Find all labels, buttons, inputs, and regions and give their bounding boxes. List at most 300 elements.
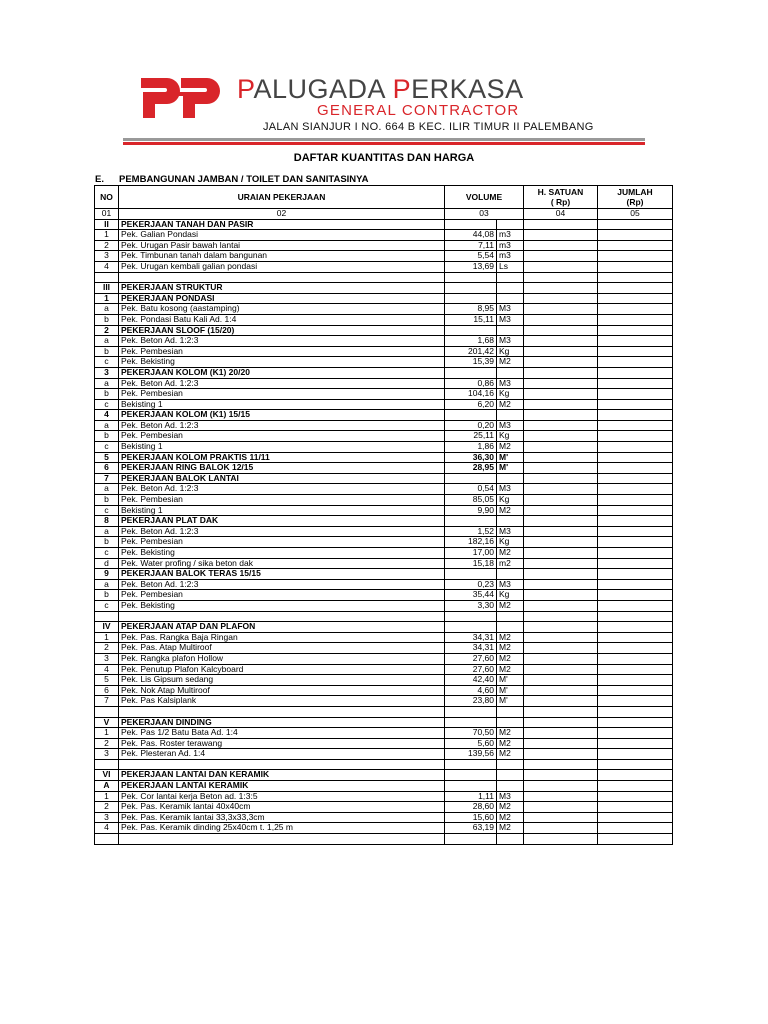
row-no: 3: [95, 367, 119, 378]
col-number: 04: [524, 209, 598, 220]
row-no: [95, 706, 119, 717]
row-no: 7: [95, 473, 119, 484]
row-unit: [497, 410, 524, 421]
row-total: [598, 537, 673, 548]
row-total: [598, 505, 673, 516]
row-description: PEKERJAAN KOLOM (K1) 15/15: [119, 410, 445, 421]
table-row: [95, 399, 673, 410]
row-total: [598, 728, 673, 739]
table-row: [95, 420, 673, 431]
row-unit: m3: [497, 240, 524, 251]
row-unit-price: [524, 526, 598, 537]
table-row: [95, 728, 673, 739]
row-no: a: [95, 526, 119, 537]
row-description: PEKERJAAN PONDASI: [119, 293, 445, 304]
letterhead-divider-red: [123, 142, 645, 145]
row-unit-price: [524, 802, 598, 813]
row-unit-price: [524, 230, 598, 241]
row-unit: Kg: [497, 389, 524, 400]
company-address: JALAN SIANJUR I NO. 664 B KEC. ILIR TIMUR II PALEMBANG: [263, 121, 594, 133]
row-unit: M2: [497, 728, 524, 739]
row-description: Bekisting 1: [119, 399, 445, 410]
row-unit: M2: [497, 505, 524, 516]
row-no: 2: [95, 802, 119, 813]
table-row: [95, 738, 673, 749]
row-description: Pek. Pondasi Batu Kali Ad. 1:4: [119, 314, 445, 325]
row-unit-price: [524, 548, 598, 559]
table-row: [95, 240, 673, 251]
table-row: [95, 484, 673, 495]
row-no: b: [95, 431, 119, 442]
row-no: 1: [95, 293, 119, 304]
col-number: 01: [95, 209, 119, 220]
row-unit-price: [524, 357, 598, 368]
row-unit: Kg: [497, 537, 524, 548]
row-unit-price: [524, 611, 598, 622]
row-volume: 6,20: [445, 399, 497, 410]
row-volume: 13,69: [445, 261, 497, 272]
row-no: 2: [95, 738, 119, 749]
row-unit: M2: [497, 632, 524, 643]
row-total: [598, 272, 673, 283]
row-total: [598, 516, 673, 527]
row-no: d: [95, 558, 119, 569]
row-no: 3: [95, 251, 119, 262]
row-no: c: [95, 399, 119, 410]
row-no: V: [95, 717, 119, 728]
row-volume: [445, 569, 497, 580]
table-row: [95, 314, 673, 325]
row-volume: 15,60: [445, 812, 497, 823]
row-total: [598, 251, 673, 262]
row-volume: 35,44: [445, 590, 497, 601]
row-no: a: [95, 336, 119, 347]
row-description: Pek. Pas. Roster terawang: [119, 738, 445, 749]
row-total: [598, 399, 673, 410]
row-unit-price: [524, 759, 598, 770]
row-unit: M2: [497, 548, 524, 559]
row-description: Pek. Pas Kalsiplank: [119, 696, 445, 707]
row-total: [598, 664, 673, 675]
row-unit-price: [524, 463, 598, 474]
table-row: [95, 706, 673, 717]
row-total: [598, 526, 673, 537]
table-row: [95, 325, 673, 336]
row-total: [598, 346, 673, 357]
row-unit-price: [524, 251, 598, 262]
row-unit-price: [524, 590, 598, 601]
row-volume: 27,60: [445, 664, 497, 675]
row-description: PEKERJAAN DINDING: [119, 717, 445, 728]
row-unit-price: [524, 410, 598, 421]
table-row: [95, 230, 673, 241]
row-unit-price: [524, 823, 598, 834]
row-unit-price: [524, 484, 598, 495]
letterhead: [123, 66, 645, 146]
row-volume: 17,00: [445, 548, 497, 559]
row-total: [598, 325, 673, 336]
table-row: [95, 834, 673, 845]
row-unit-price: [524, 664, 598, 675]
row-total: [598, 230, 673, 241]
row-unit: [497, 759, 524, 770]
document-title: DAFTAR KUANTITAS DAN HARGA: [293, 152, 475, 164]
row-unit: [497, 770, 524, 781]
row-unit-price: [524, 749, 598, 760]
row-unit: Ls: [497, 261, 524, 272]
row-description: PEKERJAAN KOLOM PRAKTIS 11/11: [119, 452, 445, 463]
row-description: Pek. Beton Ad. 1:2:3: [119, 378, 445, 389]
row-unit-price: [524, 283, 598, 294]
row-volume: 34,31: [445, 643, 497, 654]
row-no: [95, 611, 119, 622]
row-description: Pek. Bekisting: [119, 600, 445, 611]
table-row: [95, 463, 673, 474]
row-volume: 139,56: [445, 749, 497, 760]
row-no: 1: [95, 230, 119, 241]
row-total: [598, 473, 673, 484]
row-no: A: [95, 781, 119, 792]
row-description: Pek. Lis Gipsum sedang: [119, 675, 445, 686]
table-row: [95, 632, 673, 643]
row-unit: M2: [497, 357, 524, 368]
row-no: a: [95, 378, 119, 389]
row-volume: 1,68: [445, 336, 497, 347]
row-unit: m2: [497, 558, 524, 569]
row-total: [598, 240, 673, 251]
row-unit: M3: [497, 791, 524, 802]
table-row: [95, 558, 673, 569]
row-description: Pek. Beton Ad. 1:2:3: [119, 579, 445, 590]
row-volume: 201,42: [445, 346, 497, 357]
row-no: b: [95, 346, 119, 357]
row-description: Pek. Pas. Rangka Baja Ringan: [119, 632, 445, 643]
row-description: PEKERJAAN PLAT DAK: [119, 516, 445, 527]
row-unit: M3: [497, 304, 524, 315]
row-description: Pek. Timbunan tanah dalam bangunan: [119, 251, 445, 262]
row-no: c: [95, 600, 119, 611]
row-volume: [445, 781, 497, 792]
row-total: [598, 834, 673, 845]
row-total: [598, 442, 673, 453]
row-no: 3: [95, 749, 119, 760]
row-no: [95, 759, 119, 770]
row-unit-price: [524, 304, 598, 315]
row-description: Pek. Nok Atap Multiroof: [119, 685, 445, 696]
row-unit: Kg: [497, 431, 524, 442]
table-row: [95, 495, 673, 506]
row-description: Pek. Urugan kembali galian pondasi: [119, 261, 445, 272]
row-volume: 27,60: [445, 653, 497, 664]
row-unit: M': [497, 452, 524, 463]
row-total: [598, 653, 673, 664]
row-volume: 15,11: [445, 314, 497, 325]
row-no: a: [95, 579, 119, 590]
row-description: Pek. Penutup Plafon Kalcyboard: [119, 664, 445, 675]
row-volume: 25,11: [445, 431, 497, 442]
row-description: Pek. Beton Ad. 1:2:3: [119, 484, 445, 495]
table-row: [95, 251, 673, 262]
row-unit-price: [524, 696, 598, 707]
table-row: [95, 505, 673, 516]
row-no: [95, 272, 119, 283]
header-satuan: H. SATUAN ( Rp): [524, 186, 598, 209]
row-description: PEKERJAAN RING BALOK 12/15: [119, 463, 445, 474]
table-row: [95, 336, 673, 347]
row-unit-price: [524, 272, 598, 283]
row-volume: [445, 611, 497, 622]
row-description: Pek. Pas. Keramik dinding 25x40cm t. 1,25 m: [119, 823, 445, 834]
boq-table: [94, 185, 673, 845]
row-total: [598, 261, 673, 272]
row-description: Pek. Pembesian: [119, 389, 445, 400]
row-volume: [445, 516, 497, 527]
row-total: [598, 802, 673, 813]
row-unit: [497, 717, 524, 728]
row-unit: M2: [497, 749, 524, 760]
row-no: c: [95, 357, 119, 368]
row-total: [598, 770, 673, 781]
row-description: PEKERJAAN BALOK LANTAI: [119, 473, 445, 484]
row-total: [598, 685, 673, 696]
table-row: [95, 516, 673, 527]
row-description: Pek. Pas. Keramik lantai 33,3x33,3cm: [119, 812, 445, 823]
row-total: [598, 420, 673, 431]
row-volume: [445, 834, 497, 845]
row-volume: [445, 219, 497, 230]
row-volume: 5,60: [445, 738, 497, 749]
table-row: [95, 696, 673, 707]
row-volume: [445, 770, 497, 781]
table-row: [95, 664, 673, 675]
row-total: [598, 283, 673, 294]
table-row: [95, 590, 673, 601]
row-unit: [497, 325, 524, 336]
row-description: [119, 834, 445, 845]
row-description: Pek. Batu kosong (aastamping): [119, 304, 445, 315]
company-logo-icon: [137, 72, 227, 122]
header-jumlah: JUMLAH (Rp): [598, 186, 673, 209]
row-no: 1: [95, 632, 119, 643]
row-no: 6: [95, 685, 119, 696]
row-total: [598, 706, 673, 717]
row-total: [598, 611, 673, 622]
row-unit: M3: [497, 579, 524, 590]
row-unit: M': [497, 463, 524, 474]
row-volume: 9,90: [445, 505, 497, 516]
row-total: [598, 463, 673, 474]
row-description: Pek. Water profing / sika beton dak: [119, 558, 445, 569]
row-description: Bekisting 1: [119, 505, 445, 516]
table-row: [95, 579, 673, 590]
row-no: 4: [95, 823, 119, 834]
row-volume: [445, 706, 497, 717]
row-volume: [445, 293, 497, 304]
row-description: PEKERJAAN TANAH DAN PASIR: [119, 219, 445, 230]
table-row: [95, 293, 673, 304]
row-total: [598, 823, 673, 834]
row-unit: M': [497, 696, 524, 707]
row-description: PEKERJAAN BALOK TERAS 15/15: [119, 569, 445, 580]
row-description: Pek. Galian Pondasi: [119, 230, 445, 241]
row-unit: [497, 611, 524, 622]
row-description: Pek. Pas. Keramik lantai 40x40cm: [119, 802, 445, 813]
table-row: [95, 537, 673, 548]
row-no: 2: [95, 240, 119, 251]
row-volume: 42,40: [445, 675, 497, 686]
row-volume: 0,86: [445, 378, 497, 389]
row-volume: [445, 759, 497, 770]
table-row: [95, 304, 673, 315]
row-unit-price: [524, 706, 598, 717]
row-unit: [497, 283, 524, 294]
row-unit: m3: [497, 251, 524, 262]
table-header-row: [95, 186, 673, 209]
row-unit: m3: [497, 230, 524, 241]
row-volume: [445, 622, 497, 633]
table-row: [95, 675, 673, 686]
row-unit: M2: [497, 399, 524, 410]
row-unit-price: [524, 632, 598, 643]
header-uraian: URAIAN PEKERJAAN: [119, 186, 445, 209]
table-row: [95, 569, 673, 580]
row-total: [598, 378, 673, 389]
row-total: [598, 367, 673, 378]
row-unit-price: [524, 399, 598, 410]
col-number: 03: [445, 209, 524, 220]
row-unit: M3: [497, 378, 524, 389]
row-volume: 1,86: [445, 442, 497, 453]
row-unit: M3: [497, 420, 524, 431]
table-row: [95, 272, 673, 283]
row-no: [95, 834, 119, 845]
row-no: III: [95, 283, 119, 294]
row-unit: M': [497, 685, 524, 696]
row-unit: [497, 834, 524, 845]
table-row: [95, 600, 673, 611]
table-row: [95, 653, 673, 664]
row-no: a: [95, 420, 119, 431]
row-total: [598, 632, 673, 643]
column-number-row: [95, 209, 673, 220]
row-unit-price: [524, 442, 598, 453]
row-unit-price: [524, 473, 598, 484]
row-volume: 182,16: [445, 537, 497, 548]
col-number: 02: [119, 209, 445, 220]
row-unit-price: [524, 495, 598, 506]
row-unit: [497, 622, 524, 633]
table-row: [95, 685, 673, 696]
row-unit: [497, 706, 524, 717]
row-unit-price: [524, 770, 598, 781]
row-no: 3: [95, 812, 119, 823]
row-unit: M2: [497, 738, 524, 749]
row-total: [598, 293, 673, 304]
table-row: [95, 410, 673, 421]
row-no: 5: [95, 675, 119, 686]
row-unit: Kg: [497, 495, 524, 506]
table-row: [95, 357, 673, 368]
row-total: [598, 569, 673, 580]
row-description: PEKERJAAN STRUKTUR: [119, 283, 445, 294]
row-unit: Kg: [497, 346, 524, 357]
row-volume: [445, 717, 497, 728]
row-unit: [497, 293, 524, 304]
row-unit: M2: [497, 653, 524, 664]
row-volume: 85,05: [445, 495, 497, 506]
table-row: [95, 442, 673, 453]
col-number: 05: [598, 209, 673, 220]
row-unit: M2: [497, 643, 524, 654]
row-unit-price: [524, 569, 598, 580]
row-no: b: [95, 314, 119, 325]
row-unit: [497, 367, 524, 378]
row-unit: [497, 272, 524, 283]
row-total: [598, 431, 673, 442]
section-letter: E.: [95, 174, 104, 185]
row-description: PEKERJAAN KOLOM (K1) 20/20: [119, 367, 445, 378]
row-description: Pek. Pembesian: [119, 431, 445, 442]
row-total: [598, 590, 673, 601]
row-no: 2: [95, 643, 119, 654]
table-row: [95, 473, 673, 484]
row-volume: 28,95: [445, 463, 497, 474]
row-total: [598, 759, 673, 770]
row-description: Pek. Beton Ad. 1:2:3: [119, 420, 445, 431]
row-unit-price: [524, 420, 598, 431]
header-no: NO: [95, 186, 119, 209]
row-volume: [445, 272, 497, 283]
row-volume: 8,95: [445, 304, 497, 315]
row-total: [598, 389, 673, 400]
row-unit-price: [524, 685, 598, 696]
row-unit-price: [524, 600, 598, 611]
row-unit-price: [524, 367, 598, 378]
row-no: c: [95, 505, 119, 516]
row-unit-price: [524, 653, 598, 664]
row-description: Pek. Beton Ad. 1:2:3: [119, 526, 445, 537]
row-unit: [497, 781, 524, 792]
row-unit: [497, 516, 524, 527]
row-total: [598, 219, 673, 230]
row-no: b: [95, 495, 119, 506]
row-unit-price: [524, 717, 598, 728]
table-row: [95, 622, 673, 633]
table-row: [95, 717, 673, 728]
row-volume: 28,60: [445, 802, 497, 813]
row-no: a: [95, 484, 119, 495]
row-unit-price: [524, 622, 598, 633]
row-total: [598, 357, 673, 368]
row-volume: 0,23: [445, 579, 497, 590]
row-unit-price: [524, 728, 598, 739]
row-unit: M3: [497, 484, 524, 495]
row-volume: 3,30: [445, 600, 497, 611]
table-row: [95, 812, 673, 823]
row-volume: 5,54: [445, 251, 497, 262]
row-description: Pek. Pembesian: [119, 495, 445, 506]
table-row: [95, 452, 673, 463]
table-row: [95, 219, 673, 230]
row-description: PEKERJAAN SLOOF (15/20): [119, 325, 445, 336]
row-description: Pek. Bekisting: [119, 357, 445, 368]
table-row: [95, 643, 673, 654]
table-row: [95, 346, 673, 357]
section-heading: [95, 174, 368, 185]
row-total: [598, 314, 673, 325]
row-description: Pek. Pas 1/2 Batu Bata Ad. 1:4: [119, 728, 445, 739]
table-row: [95, 261, 673, 272]
